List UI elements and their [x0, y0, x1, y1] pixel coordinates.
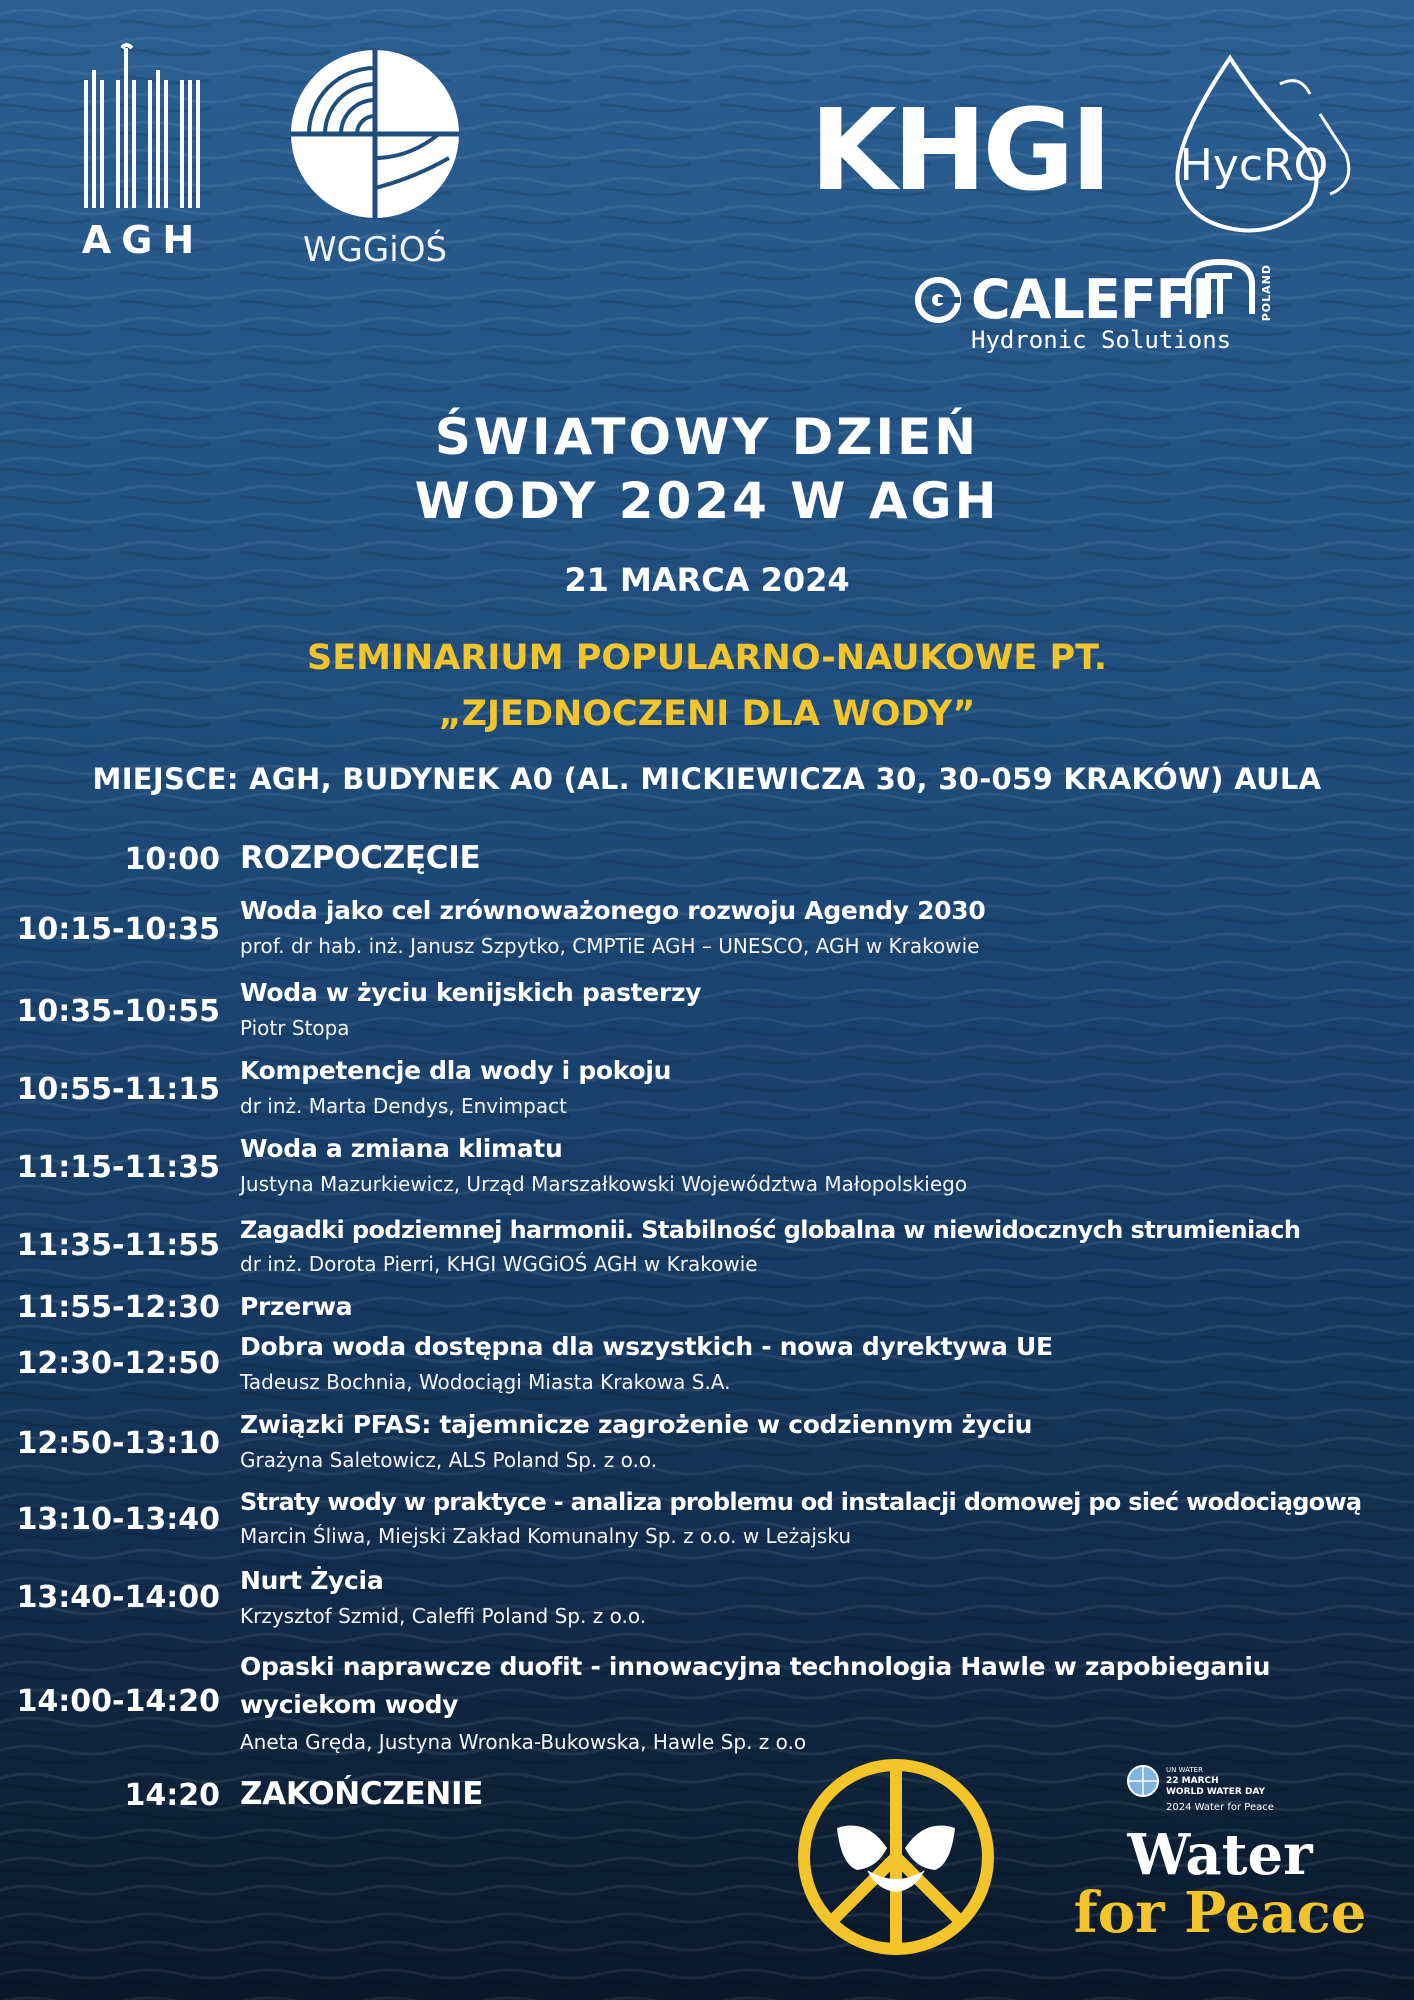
agenda-topic: Związki PFAS: tajemnicze zagrożenie w codziennym życiu [240, 1410, 1033, 1439]
agenda-time: 11:35-11:55 [16, 1228, 220, 1263]
agenda-speaker: Marcin Śliwa, Miejski Zakład Komunalny Sp. z o.o. w Leżajsku [240, 1524, 851, 1548]
page-title-line2: WODY 2024 W AGH [414, 472, 1000, 530]
agenda-topic: Dobra woda dostępna dla wszystkich - nowa dyrektywa UE [240, 1332, 1053, 1361]
agenda-topic: Przerwa [240, 1292, 353, 1321]
agenda-speaker: Justyna Mazurkiewicz, Urząd Marszałkowski Województwa Małopolskiego [240, 1172, 968, 1196]
wwd-theme: 2024 Water for Peace [1166, 1802, 1274, 1813]
agenda-time: 14:00-14:20 [16, 1684, 220, 1719]
agenda-speaker: Aneta Gręda, Justyna Wronka-Bukowska, Hawle Sp. z o.o [240, 1730, 807, 1754]
agenda-speaker: dr inż. Dorota Pierri, KHGI WGGiOŚ AGH w Krakowie [240, 1252, 758, 1276]
caleffi-tagline: Hydronic Solutions [971, 326, 1232, 354]
agenda-speaker: Grażyna Saletowicz, ALS Poland Sp. z o.o. [240, 1448, 658, 1472]
peace-dove-emblem [797, 1758, 995, 1956]
event-location: MIEJSCE: AGH, BUDYNEK A0 (AL. MICKIEWICZA 30, 30-059 KRAKÓW) AULA [92, 762, 1322, 796]
wwd-date: 22 MARCH [1166, 1775, 1219, 1786]
hycro-logo-text: HycRO [1179, 140, 1329, 191]
agenda-speaker: prof. dr hab. inż. Janusz Szpytko, CMPTiE AGH – UNESCO, AGH w Krakowie [240, 934, 980, 958]
caleffi-name: CALEFFI [971, 268, 1211, 331]
agenda-time: 13:40-14:00 [16, 1580, 220, 1615]
agenda-speaker: dr inż. Marta Dendys, Envimpact [240, 1094, 567, 1118]
seminar-title-line2: „ZJEDNOCZENI DLA WODY” [438, 694, 976, 734]
agenda-topic-continuation: wyciekom wody [240, 1690, 459, 1719]
un-water-label: UN WATER [1166, 1765, 1203, 1774]
water-word: Water [1127, 1822, 1313, 1888]
agenda-time: 12:30-12:50 [16, 1346, 220, 1381]
agenda-topic: ROZPOCZĘCIE [240, 840, 481, 876]
agenda-time: 10:35-10:55 [16, 994, 220, 1029]
world-water-day-badge [1126, 1764, 1306, 1813]
agenda-time: 10:00 [124, 842, 220, 877]
poland-label: POLAND [1260, 264, 1273, 322]
agenda-topic: Woda jako cel zrównoważonego rozwoju Agendy 2030 [240, 896, 986, 925]
agenda-topic: Woda w życiu kenijskich pasterzy [240, 978, 702, 1007]
agenda-topic: Nurt Życia [240, 1566, 384, 1595]
agenda-time: 14:20 [124, 1778, 220, 1813]
wwd-name: WORLD WATER DAY [1166, 1786, 1266, 1797]
page-title-line1: ŚWIATOWY DZIEŃ [434, 408, 980, 466]
agenda-time: 11:15-11:35 [16, 1150, 220, 1185]
agenda-speaker: Krzysztof Szmid, Caleffi Poland Sp. z o.o. [240, 1604, 647, 1628]
agenda-topic: Kompetencje dla wody i pokoju [240, 1056, 672, 1085]
un-globe-icon [1126, 1764, 1160, 1798]
seminar-title-line1: SEMINARIUM POPULARNO-NAUKOWE PT. [306, 638, 1108, 678]
agenda-speaker: Piotr Stopa [240, 1016, 350, 1040]
event-date: 21 MARCA 2024 [564, 561, 850, 599]
agenda-time: 12:50-13:10 [16, 1426, 220, 1461]
wggios-logo-text: WGGiOŚ [302, 230, 448, 270]
agenda-topic: ZAKOŃCZENIE [240, 1776, 484, 1812]
agenda-time: 10:15-10:35 [16, 912, 220, 947]
agenda-time: 13:10-13:40 [16, 1502, 220, 1537]
agenda-topic: Opaski naprawcze duofit - innowacyjna technologia Hawle w zapobieganiu [240, 1652, 1271, 1681]
agenda-topic: Zagadki podziemnej harmonii. Stabilność globalna w niewidocznych strumieniach [240, 1216, 1301, 1244]
agenda-topic: Woda a zmiana klimatu [240, 1134, 563, 1163]
agenda-time: 11:55-12:30 [16, 1290, 220, 1325]
agenda-topic: Straty wody w praktyce - analiza problemu od instalacji domowej po sieć wodociągową [240, 1488, 1362, 1516]
peace-doves-icon [797, 1758, 995, 1956]
khgi-logo: KHGI [810, 86, 1109, 216]
agh-logo-text: AGH [81, 218, 205, 262]
agenda-speaker: Tadeusz Bochnia, Wodociągi Miasta Krakowa S.A. [240, 1370, 731, 1394]
agenda-time: 10:55-11:15 [16, 1072, 220, 1107]
water-for-peace-logo [1060, 1822, 1380, 1946]
for-peace-word: for Peace [1073, 1880, 1367, 1946]
